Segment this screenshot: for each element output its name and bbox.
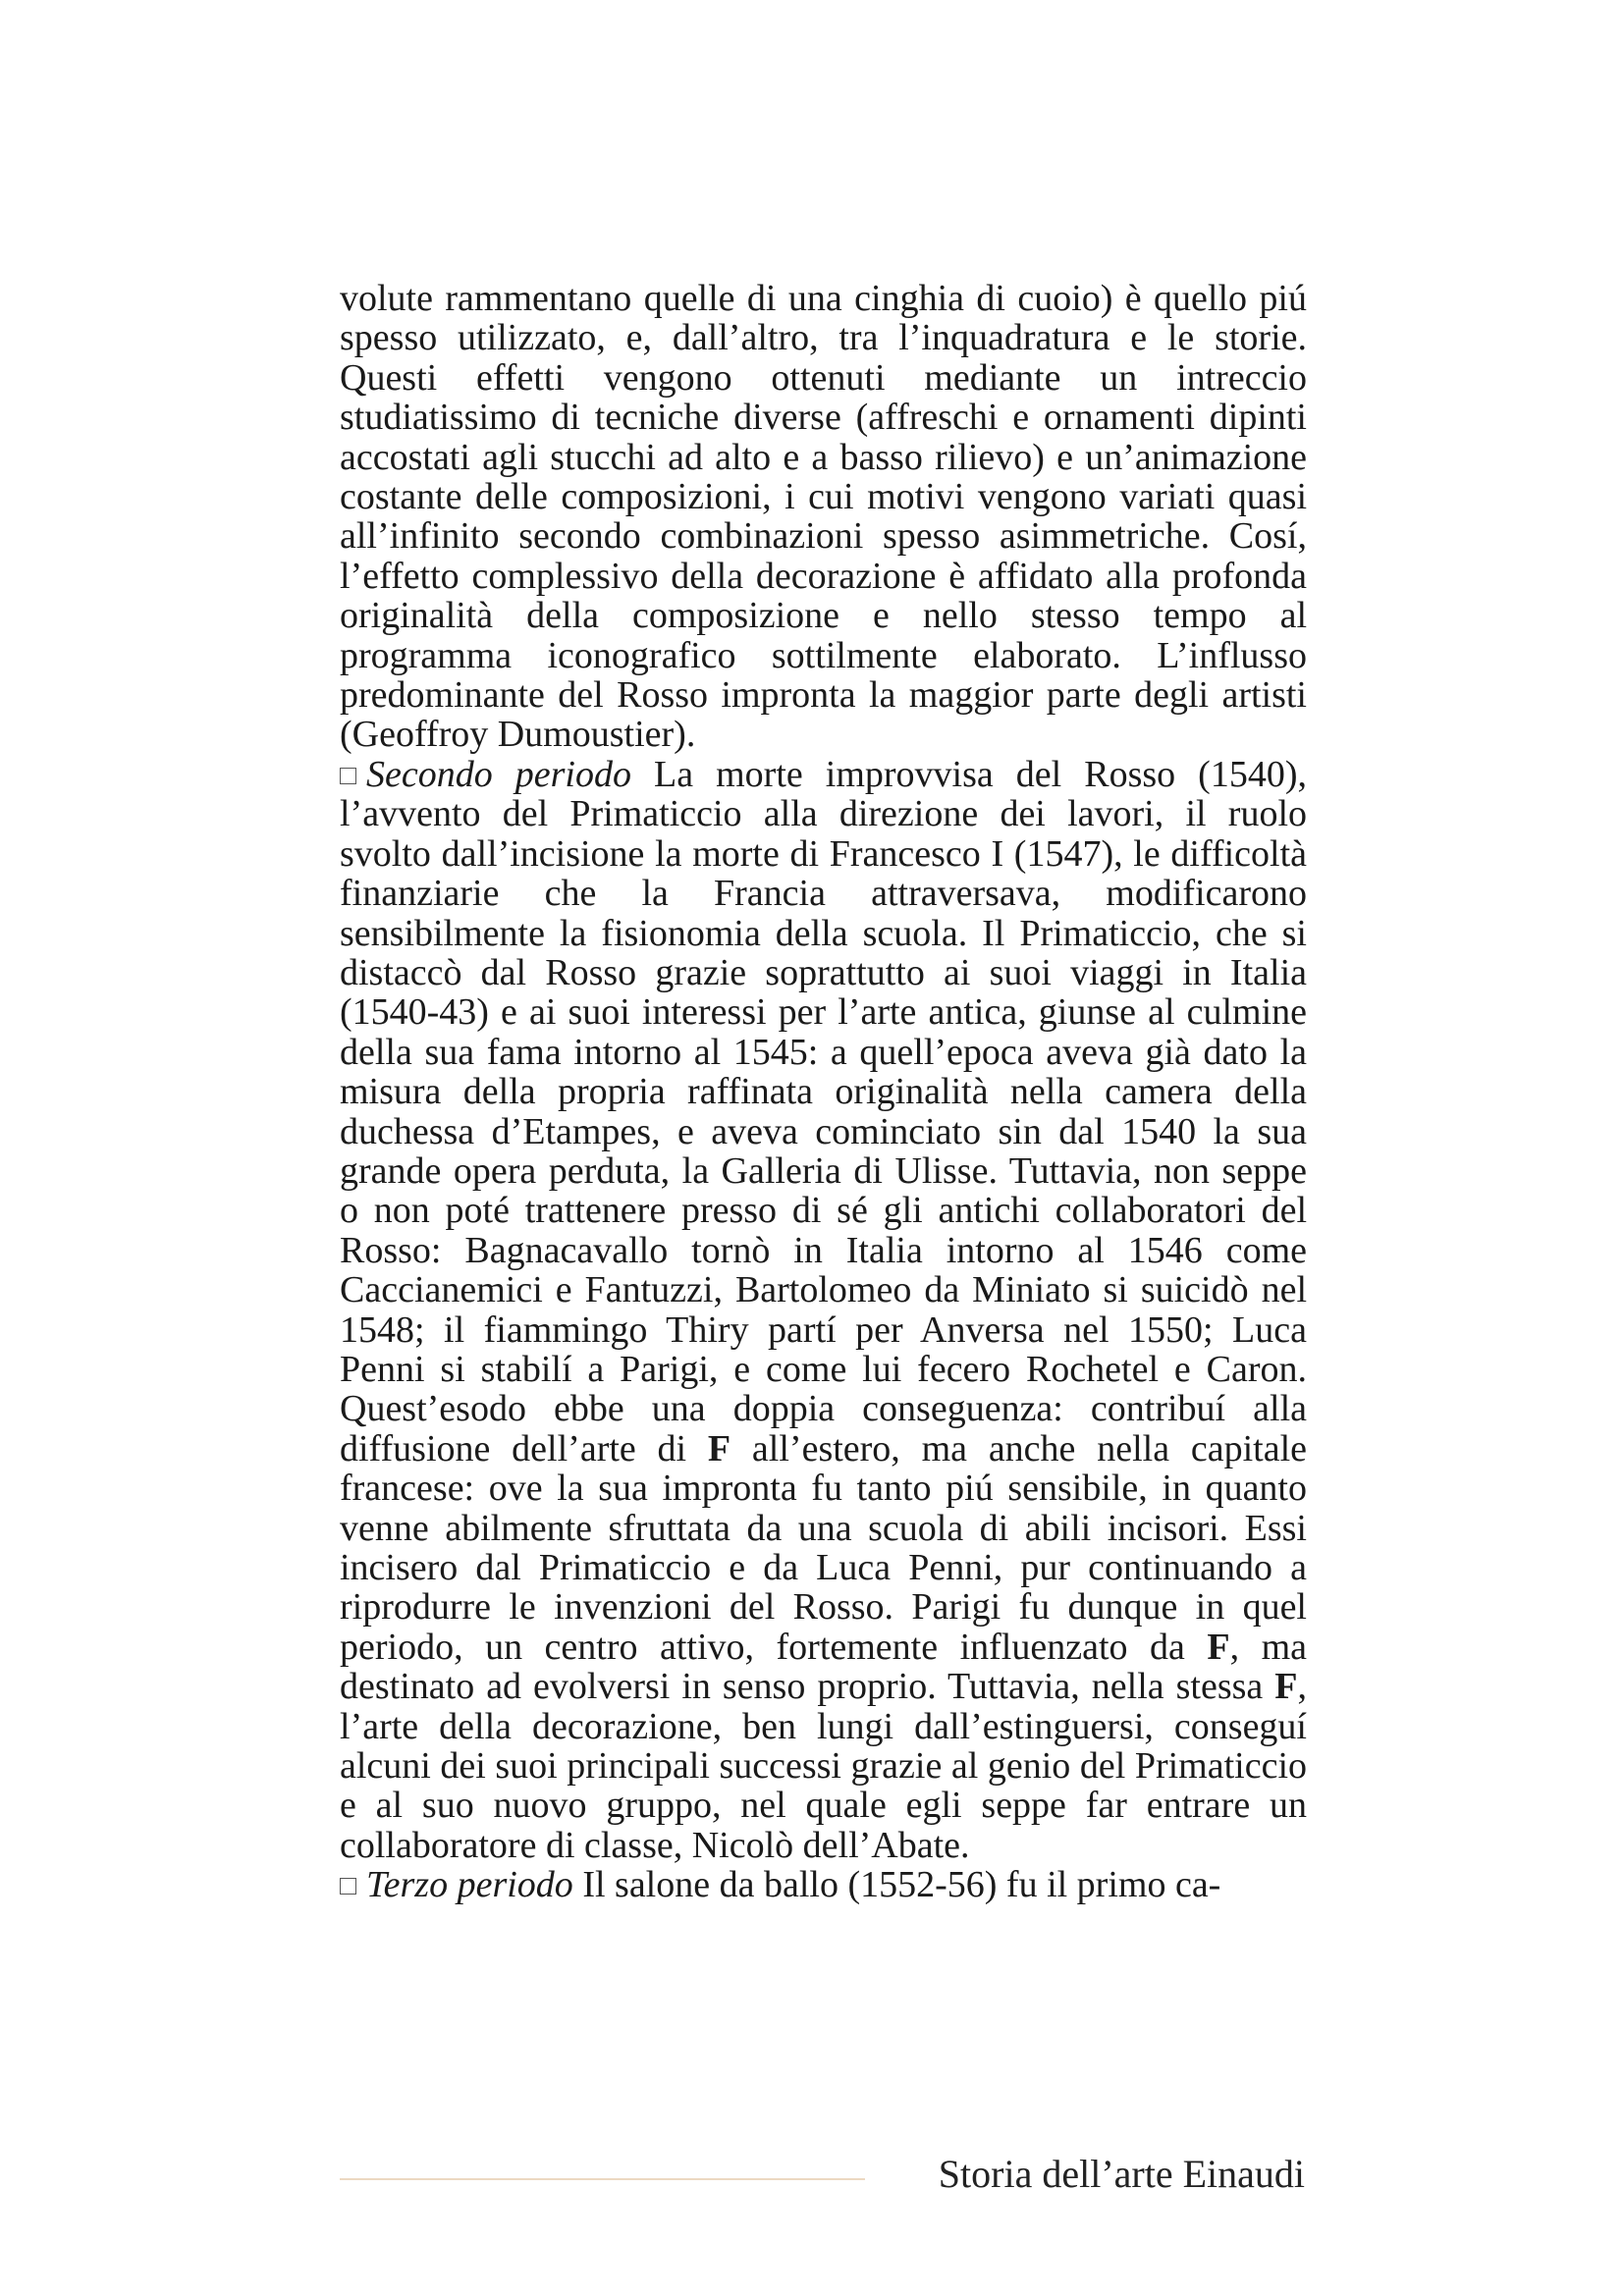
page-body-text <box>340 279 1307 1905</box>
footer-book-title: Storia dell’arte Einaudi <box>938 2152 1305 2196</box>
section-bullet-icon <box>340 1878 356 1895</box>
second-period-text-1: La morte improvvisa del Rosso (1540), l’avvento del Primaticcio alla direzione dei lavori, il ruolo svolto dall’incisione la morte di Francesco I (1547), le difficoltà finanziarie che la Francia attraversava, modificarono sensibilmente la fisionomia della scuola. Il Primaticcio, che si distaccò dal Rosso grazie soprattutto ai suoi viaggi in Italia (1540-43) e ai suoi interessi per l’arte antica, giunse al culmine della sua fama intorno al 1545: a quell’epoca aveva già dato la misura della propria raffinata originalità nella camera della duchessa d’Etampes, e aveva cominciato sin dal 1540 la sua grande opera perduta, la Galleria di Ulisse. Tuttavia, non seppe o non poté trattenere presso di sé gli antichi collaboratori del Rosso: Bagnacavallo tornò in Italia intorno al 1546 come Caccianemici e Fantuzzi, Bartolomeo da Miniato si suicidò nel 1548; il fiammingo Thiry partí per Anversa nel 1550; Luca Penni si stabilí a Parigi, e come lui fecero Rochetel e Caron. Quest’esodo ebbe una doppia conseguenza: contribuí alla diffusione dell’arte di <box>340 753 1307 1469</box>
footer-divider <box>340 2178 865 2180</box>
second-period-bold-2: F <box>1207 1626 1230 1668</box>
intro-paragraph: volute rammentano quelle di una cinghia di cuoio) è quello piú spesso utilizzato, e, dall’altro, tra l’inquadratura e le storie. Questi effetti vengono ottenuti mediante un intreccio studiatissimo di tecniche diverse (affreschi e ornamenti dipinti accostati agli stucchi ad alto e a basso rilievo) e un’animazione costante delle composizioni, i cui motivi vengono variati quasi all’infinito secondo combinazioni spesso asimmetriche. Cosí, l’effetto complessivo della decorazione è affidato alla profonda originalità della composizione e nello stesso tempo al programma iconografico sottilmente elaborato. L’influsso predominante del Rosso impronta la maggior parte degli artisti (Geoffroy Dumoustier). <box>340 278 1307 756</box>
second-period-text-2: all’estero, ma anche nella capitale francese: ove la sua impronta fu tanto piú sensibile, in quanto venne abilmente sfruttata da una scuola di abili incisori. Essi incisero dal Primaticcio e da Luca Penni, pur continuando a riprodurre le invenzioni del Rosso. Parigi fu dunque in quel periodo, un centro attivo, fortemente influenzato da <box>340 1427 1307 1668</box>
second-period-text-4: , l’arte della decorazione, ben lungi dall’estinguersi, conseguí alcuni dei suoi principali successi grazie al genio del Primaticcio e al suo nuovo gruppo, nel quale egli seppe far entrare un collaboratore di classe, Nicolò dell’Abate. <box>340 1666 1307 1866</box>
second-period-text-3: , ma destinato ad evolversi in senso proprio. Tuttavia, nella stessa <box>340 1626 1307 1708</box>
second-period-bold-1: F <box>707 1427 731 1469</box>
second-period-heading: Secondo periodo <box>366 753 631 795</box>
second-period-paragraph <box>340 755 1307 1865</box>
third-period-paragraph <box>340 1865 1307 1904</box>
second-period-bold-3: F <box>1274 1666 1298 1708</box>
third-period-heading: Terzo periodo <box>366 1864 573 1906</box>
third-period-text: Il salone da ballo (1552-56) fu il primo ca- <box>572 1864 1221 1906</box>
section-bullet-icon <box>340 768 356 784</box>
